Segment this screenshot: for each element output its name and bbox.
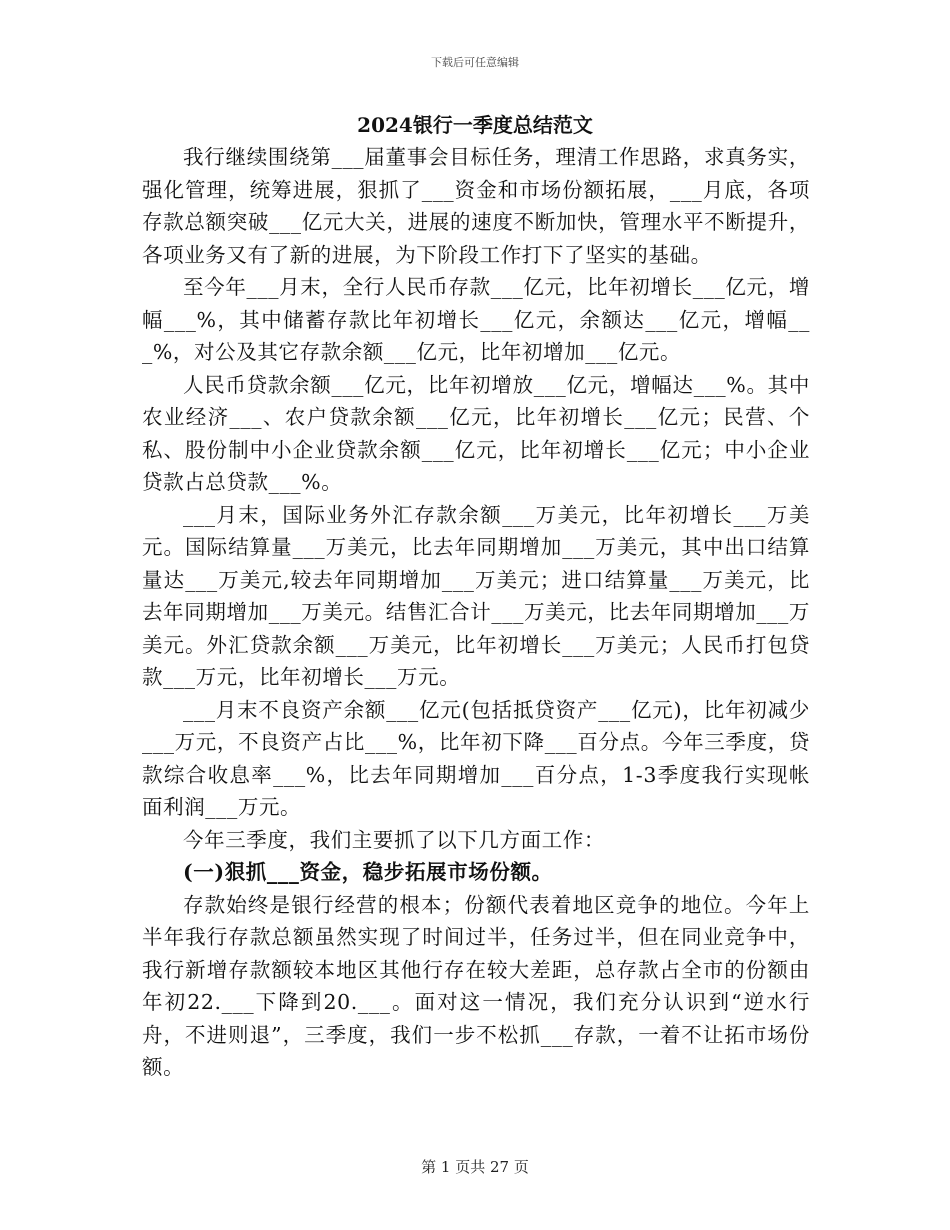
paragraph-deposit-strategy: 存款始终是银行经营的根本；份额代表着地区竞争的地位。今年上半年我行存款总额虽然实现了时间过半，任务过半，但在同业竞争中，我行新增存款额较本地区其他行存在较大差距，总存款占全市的份额由年初22.___下降到20.___。面对这一情况，我们充分认识到“逆水行舟，不进则退”，三季度，我们一步不松抓___存款，一着不让拓市场份额。 <box>142 892 810 1079</box>
header-note: 下载后可任意编辑 <box>431 56 519 69</box>
document-title: 2024银行一季度总结范文 <box>357 113 593 137</box>
document-body <box>142 141 810 1084</box>
paragraph-international: ___月末，国际业务外汇存款余额___万美元，比年初增长___万美元。国际结算量___万美元，比去年同期增加___万美元，其中出口结算量达___万美元,较去年同期增加___万美元；进口结算量___万美元，比去年同期增加___万美元。结售汇合计___万美元，比去年同期增加___万美元。外汇贷款余额___万美元，比年初增长___万美元；人民币打包贷款___万元，比年初增长___万元。 <box>142 502 810 689</box>
paragraph-work-intro: 今年三季度，我们主要抓了以下几方面工作： <box>183 827 605 852</box>
page-footer: 第 1 页共 27 页 <box>421 1158 529 1176</box>
paragraph-loans: 人民币贷款余额___亿元，比年初增放___亿元，增幅达___%。其中农业经济___、农户贷款余额___亿元，比年初增长___亿元；民营、个私、股份制中小企业贷款余额___亿元，比年初增长___亿元；中小企业贷款占总贷款___%。 <box>142 372 810 494</box>
section-heading-1: (一)狠抓___资金，稳步拓展市场份额。 <box>183 860 553 884</box>
paragraph-deposits: 至今年___月末，全行人民币存款___亿元，比年初增长___亿元，增幅___%，其中储蓄存款比年初增长___亿元，余额达___亿元，增幅___%，对公及其它存款余额___亿元，比年初增加___亿元。 <box>142 275 810 364</box>
paragraph-intro: 我行继续围绕第___届董事会目标任务，理清工作思路，求真务实，强化管理，统筹进展，狠抓了___资金和市场份额拓展，___月底，各项存款总额突破___亿元大关，进展的速度不断加快，管理水平不断提升，各项业务又有了新的进展，为下阶段工作打下了坚实的基础。 <box>142 145 810 267</box>
paragraph-nonperforming: ___月末不良资产余额___亿元(包括抵贷资产___亿元)，比年初减少___万元，不良资产占比___%，比年初下降___百分点。今年三季度，贷款综合收息率___%，比去年同期增加___百分点，1-3季度我行实现帐面利润___万元。 <box>142 697 810 819</box>
